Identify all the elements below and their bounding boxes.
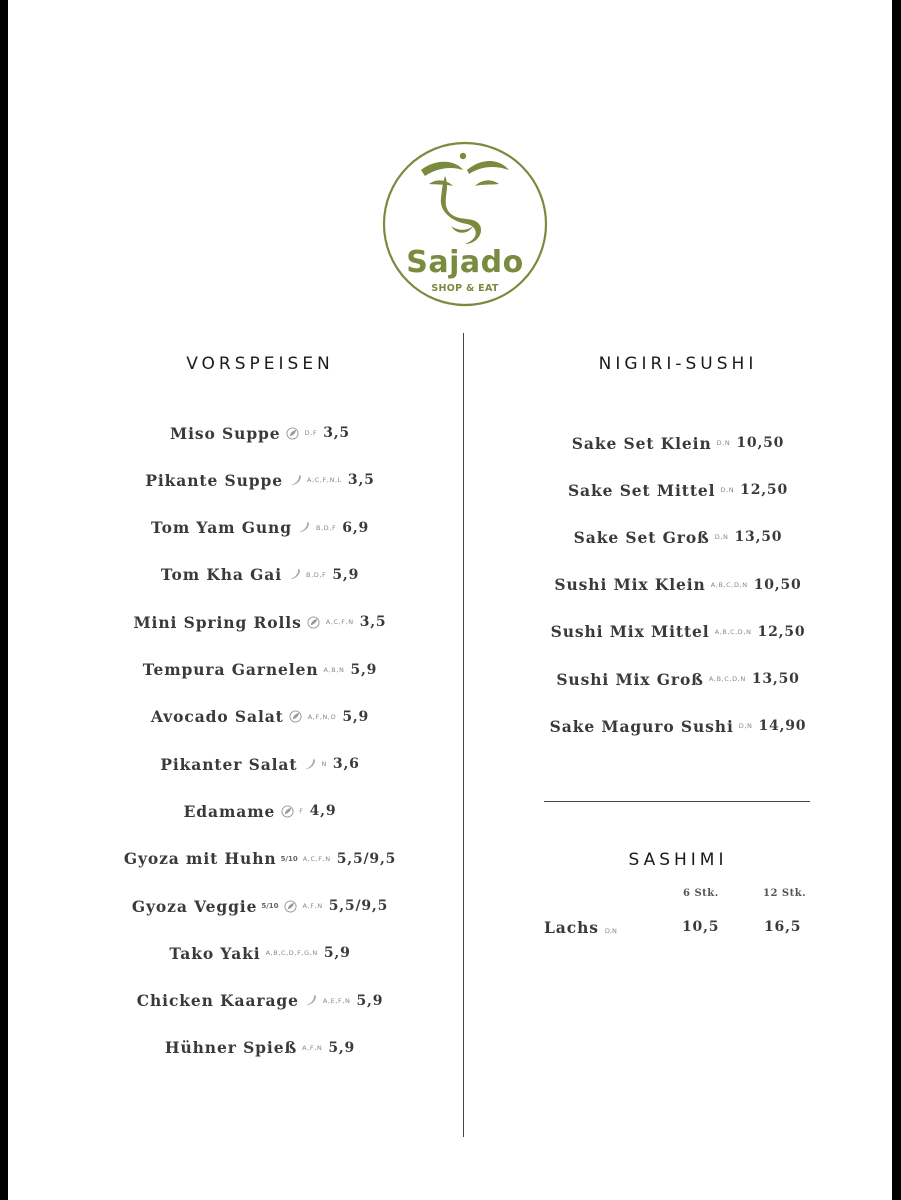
brand-name: Sajado bbox=[406, 245, 524, 280]
leaf-icon bbox=[307, 615, 321, 629]
menu-item bbox=[68, 847, 452, 871]
brand-tagline: SHOP & EAT bbox=[431, 283, 499, 294]
menu-item-name: Gyoza mit Huhn bbox=[123, 849, 277, 869]
menu-item-allergens: A,B,N bbox=[323, 665, 345, 674]
menu-item-name: Pikanter Salat bbox=[160, 754, 298, 774]
menu-item bbox=[68, 468, 452, 492]
menu-item-name: Tako Yaki bbox=[169, 943, 261, 963]
menu-item-allergens: D,F bbox=[304, 429, 318, 437]
menu-item-price: 3,5 bbox=[359, 614, 387, 631]
menu-item-name: Mini Spring Rolls bbox=[133, 612, 302, 632]
section-divider bbox=[544, 801, 810, 802]
menu-item-allergens: A,F,N,O bbox=[307, 712, 337, 721]
menu-item bbox=[68, 941, 452, 965]
menu-item bbox=[68, 421, 452, 445]
menu-item bbox=[68, 705, 452, 729]
menu-item bbox=[68, 516, 452, 540]
vorspeisen-heading: VORSPEISEN bbox=[186, 354, 334, 374]
menu-item-name: Sake Set Groß bbox=[573, 527, 710, 547]
menu-item-allergens: A,B,C,D,F,G,N bbox=[265, 949, 318, 958]
menu-item bbox=[68, 989, 452, 1013]
sashimi-item-allergens: D,N bbox=[604, 927, 617, 935]
menu-item-allergens: N bbox=[321, 760, 327, 769]
menu-page bbox=[8, 0, 892, 1200]
menu-item-name: Sushi Mix Groß bbox=[556, 669, 704, 689]
menu-item-allergens: A,B,C,D,N bbox=[710, 580, 748, 589]
sashimi-price-large: 16,5 bbox=[764, 919, 802, 935]
menu-item-allergens: A,E,F,N bbox=[322, 996, 351, 1005]
menu-item-allergens: A,C,F,N bbox=[325, 618, 354, 627]
menu-item-allergens: D,N bbox=[716, 439, 731, 447]
menu-item-name: Sushi Mix Klein bbox=[554, 575, 706, 595]
leaf-icon bbox=[286, 426, 300, 440]
chili-icon bbox=[297, 521, 311, 535]
menu-item-price: 5,9 bbox=[332, 566, 360, 583]
menu-item-name: Chicken Kaarage bbox=[136, 991, 299, 1011]
menu-item-price: 5,5/9,5 bbox=[336, 850, 397, 867]
menu-item bbox=[528, 714, 828, 738]
sashimi-item-name: Lachs bbox=[544, 918, 599, 937]
menu-item-price: 6,9 bbox=[342, 519, 370, 536]
sashimi-col-12: 12 Stk. bbox=[763, 888, 807, 899]
menu-item bbox=[528, 478, 828, 502]
menu-item-allergens: A,F,N bbox=[302, 1043, 323, 1052]
menu-item-name: Edamame bbox=[183, 801, 276, 821]
chili-icon bbox=[304, 994, 318, 1008]
menu-item-allergens: B,D,F bbox=[306, 570, 327, 579]
chili-icon bbox=[302, 757, 316, 771]
menu-item bbox=[68, 563, 452, 587]
menu-item-name: Sake Set Mittel bbox=[567, 480, 716, 500]
menu-item-allergens: A,C,F,N bbox=[302, 854, 331, 863]
menu-item-allergens: D,N bbox=[720, 486, 735, 495]
sashimi-col-6: 6 Stk. bbox=[683, 888, 719, 899]
menu-item-quantity: 5/10 bbox=[280, 854, 298, 863]
menu-item-price: 5,9 bbox=[350, 661, 378, 678]
menu-item bbox=[68, 610, 452, 634]
menu-item bbox=[528, 620, 828, 644]
menu-item bbox=[528, 525, 828, 549]
menu-item-price: 10,50 bbox=[753, 576, 802, 593]
menu-item-price: 13,50 bbox=[734, 529, 783, 546]
menu-item-name: Sake Maguro Sushi bbox=[549, 716, 734, 736]
menu-item-allergens: A,F,N bbox=[302, 902, 323, 910]
menu-item-name: Pikante Suppe bbox=[145, 470, 284, 490]
menu-item-allergens: D,N bbox=[738, 722, 753, 731]
menu-item-allergens: F bbox=[299, 807, 304, 816]
menu-item-price: 5,9 bbox=[342, 708, 370, 725]
menu-item-price: 4,9 bbox=[309, 803, 337, 820]
menu-item-name: Avocado Salat bbox=[150, 707, 284, 727]
menu-item-name: Sake Set Klein bbox=[571, 433, 712, 453]
menu-item-allergens: A,C,F,N,L bbox=[307, 476, 342, 485]
menu-item-price: 3,6 bbox=[332, 756, 360, 773]
sashimi-price-small: 10,5 bbox=[682, 919, 720, 935]
menu-item-name: Hühner Spieß bbox=[164, 1038, 298, 1058]
menu-item bbox=[528, 573, 828, 597]
menu-item-price: 5,9 bbox=[356, 992, 384, 1009]
menu-item-name: Tempura Garnelen bbox=[142, 660, 319, 679]
menu-item-price: 14,90 bbox=[758, 718, 807, 735]
menu-item-price: 12,50 bbox=[740, 482, 789, 499]
nigiri-heading: NIGIRI-SUSHI bbox=[598, 354, 758, 374]
menu-item bbox=[68, 752, 452, 776]
menu-item-price: 5,9 bbox=[328, 1039, 356, 1056]
column-divider bbox=[463, 333, 464, 1137]
menu-item bbox=[528, 667, 828, 691]
menu-item bbox=[68, 799, 452, 823]
menu-item-price: 10,50 bbox=[736, 435, 785, 451]
menu-item-price: 3,5 bbox=[323, 425, 350, 441]
menu-item-name: Sushi Mix Mittel bbox=[550, 622, 710, 642]
menu-item-allergens: D,N bbox=[714, 533, 729, 542]
menu-item-allergens: B,D,F bbox=[315, 523, 337, 532]
menu-item-price: 5,5/9,5 bbox=[328, 898, 389, 914]
leaf-icon bbox=[280, 804, 294, 818]
menu-item-allergens: A,B,C,D,N bbox=[708, 675, 746, 683]
menu-item-name: Tom Yam Gung bbox=[150, 518, 292, 538]
leaf-icon bbox=[284, 899, 298, 913]
menu-item bbox=[68, 658, 452, 682]
menu-item-name: Miso Suppe bbox=[170, 423, 281, 443]
chili-icon bbox=[288, 473, 302, 487]
leaf-icon bbox=[289, 710, 303, 724]
sashimi-heading: SASHIMI bbox=[628, 850, 728, 870]
menu-item-price: 3,5 bbox=[347, 472, 375, 489]
menu-item-name: Tom Kha Gai bbox=[160, 565, 283, 585]
menu-item-price: 13,50 bbox=[751, 671, 800, 687]
menu-item-name: Gyoza Veggie bbox=[131, 896, 258, 916]
menu-item-allergens: A,B,C,D,N bbox=[714, 627, 752, 636]
menu-item bbox=[68, 1036, 452, 1060]
sashimi-row bbox=[544, 918, 617, 937]
chili-icon bbox=[287, 568, 301, 582]
menu-item-price: 12,50 bbox=[757, 623, 806, 640]
menu-item-price: 5,9 bbox=[323, 945, 351, 962]
menu-item bbox=[68, 894, 452, 918]
menu-item-quantity: 5/10 bbox=[261, 902, 279, 910]
menu-item bbox=[528, 431, 828, 455]
